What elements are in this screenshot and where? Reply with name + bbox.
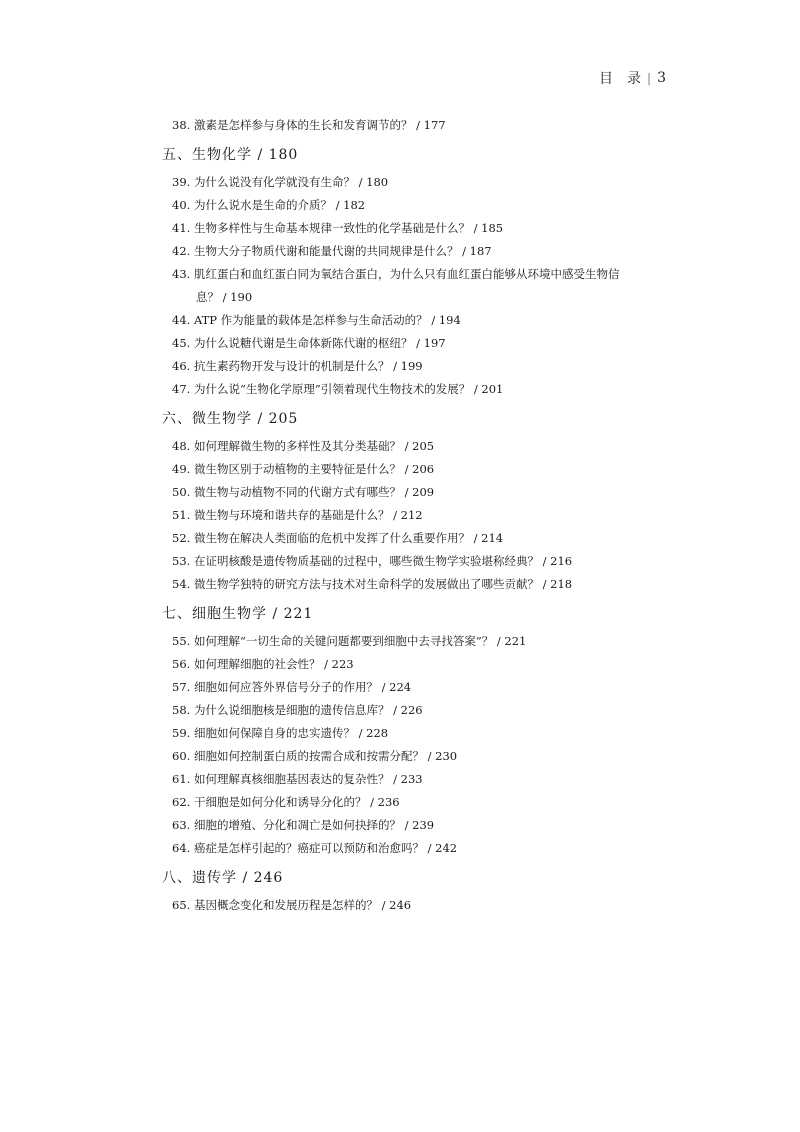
toc-entry-text: 47. 为什么说“生物化学原理”引领着现代生物技术的发展？ / 201 bbox=[172, 382, 504, 396]
toc-entry-text: 54. 微生物学独特的研究方法与技术对生命科学的发展做出了哪些贡献？ / 218 bbox=[172, 577, 573, 591]
toc-entry-text: 61. 如何理解真核细胞基因表达的复杂性？ / 233 bbox=[172, 772, 423, 786]
toc-entry-text: 45. 为什么说糖代谢是生命体新陈代谢的枢纽？ / 197 bbox=[172, 336, 446, 350]
toc-entry-text: 41. 生物多样性与生命基本规律一致性的化学基础是什么？ / 185 bbox=[172, 221, 504, 235]
toc-entry-text: 44. ATP 作为能量的载体是怎样参与生命活动的？ / 194 bbox=[172, 313, 461, 327]
toc-entry bbox=[172, 676, 672, 699]
toc-entry-continuation: 息？ / 190 bbox=[196, 290, 253, 304]
toc-entry-text: 55. 如何理解“一切生命的关键问题都要到细胞中去寻找答案”？ / 221 bbox=[172, 634, 527, 648]
toc-entry-text: 43. 肌红蛋白和血红蛋白同为氧结合蛋白，为什么只有血红蛋白能够从环境中感受生物信 bbox=[172, 267, 620, 281]
toc-entry-text: 56. 如何理解细胞的社会性？ / 223 bbox=[172, 657, 354, 671]
toc-entry bbox=[172, 355, 672, 378]
toc-entry bbox=[172, 504, 672, 527]
toc-entry bbox=[172, 653, 672, 676]
toc-entry-text: 57. 细胞如何应答外界信号分子的作用？ / 224 bbox=[172, 680, 412, 694]
toc-entry-text: 65. 基因概念变化和发展历程是怎样的？ / 246 bbox=[172, 898, 412, 912]
header-title: 目 录 bbox=[599, 71, 642, 87]
toc-entry bbox=[172, 194, 672, 217]
toc-entry-text: 51. 微生物与环境和谐共存的基础是什么？ / 212 bbox=[172, 508, 423, 522]
toc-entry bbox=[172, 630, 672, 653]
toc-entry-text: 38. 激素是怎样参与身体的生长和发育调节的？ / 177 bbox=[172, 118, 446, 132]
toc-entry bbox=[172, 837, 672, 860]
toc-entry-text: 48. 如何理解微生物的多样性及其分类基础？ / 205 bbox=[172, 439, 435, 453]
section-heading: 六、微生物学 / 205 bbox=[162, 411, 299, 427]
toc-entry bbox=[172, 332, 672, 355]
toc-entry-text: 53. 在证明核酸是遗传物质基础的过程中，哪些微生物学实验堪称经典？ / 216 bbox=[172, 554, 573, 568]
toc-entry bbox=[172, 114, 672, 137]
toc-entry bbox=[172, 527, 672, 550]
toc-entry-text: 64. 癌症是怎样引起的？癌症可以预防和治愈吗？ / 242 bbox=[172, 841, 458, 855]
toc-entry bbox=[172, 435, 672, 458]
toc-entry bbox=[172, 768, 672, 791]
section-heading: 五、生物化学 / 180 bbox=[162, 147, 299, 163]
toc-entry-text: 49. 微生物区别于动植物的主要特征是什么？ / 206 bbox=[172, 462, 435, 476]
toc-entry-text: 42. 生物大分子物质代谢和能量代谢的共同规律是什么？ / 187 bbox=[172, 244, 492, 258]
toc-entry-text: 40. 为什么说水是生命的介质？ / 182 bbox=[172, 198, 366, 212]
toc-entry-text: 58. 为什么说细胞核是细胞的遗传信息库？ / 226 bbox=[172, 703, 423, 717]
section-heading: 八、遗传学 / 246 bbox=[162, 870, 284, 886]
toc-entry bbox=[172, 481, 672, 504]
toc-entry bbox=[172, 309, 672, 332]
page-number: 3 bbox=[657, 70, 666, 86]
toc-entry bbox=[172, 814, 672, 837]
toc-entry bbox=[172, 894, 672, 917]
toc-entry bbox=[172, 573, 672, 596]
header-separator: | bbox=[647, 71, 652, 85]
toc-entry-text: 59. 细胞如何保障自身的忠实遗传？ / 228 bbox=[172, 726, 389, 740]
toc-entry bbox=[172, 171, 672, 194]
toc-entry-text: 63. 细胞的增殖、分化和凋亡是如何抉择的？ / 239 bbox=[172, 818, 435, 832]
toc-entry bbox=[172, 458, 672, 481]
toc-entry bbox=[172, 722, 672, 745]
toc-entry-text: 52. 微生物在解决人类面临的危机中发挥了什么重要作用？ / 214 bbox=[172, 531, 504, 545]
toc-entry bbox=[172, 791, 672, 814]
toc-entry-text: 62. 干细胞是如何分化和诱导分化的？ / 236 bbox=[172, 795, 400, 809]
toc-entry-text: 50. 微生物与动植物不同的代谢方式有哪些？ / 209 bbox=[172, 485, 435, 499]
table-of-contents bbox=[0, 114, 800, 917]
toc-entry bbox=[172, 263, 672, 309]
toc-entry bbox=[172, 699, 672, 722]
toc-entry-text: 39. 为什么说没有化学就没有生命？ / 180 bbox=[172, 175, 389, 189]
running-header bbox=[599, 68, 666, 88]
toc-entry-text: 60. 细胞如何控制蛋白质的按需合成和按需分配？ / 230 bbox=[172, 749, 458, 763]
toc-entry-text: 46. 抗生素药物开发与设计的机制是什么？ / 199 bbox=[172, 359, 423, 373]
toc-entry bbox=[172, 745, 672, 768]
toc-entry bbox=[172, 240, 672, 263]
section-heading: 七、细胞生物学 / 221 bbox=[162, 606, 314, 622]
toc-entry bbox=[172, 550, 672, 573]
toc-entry bbox=[172, 378, 672, 401]
toc-entry bbox=[172, 217, 672, 240]
